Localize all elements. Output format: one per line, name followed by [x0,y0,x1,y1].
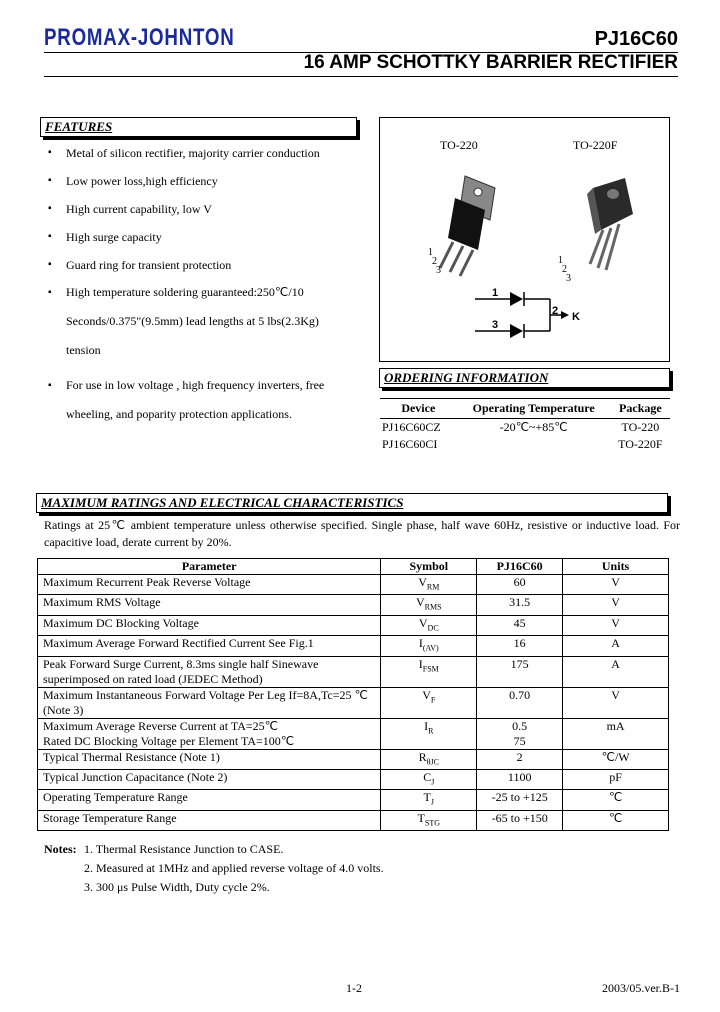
table-row [38,718,669,749]
parameter-cell: Maximum Average Forward Rectified Current See Fig.1 [38,636,381,656]
feature-item: ▪ High temperature soldering guaranteed:250℃/10 Seconds/0.375"(9.5mm) lead lengths at 5 lbs(2.3Kg) tension [44,278,344,365]
value-cell: 31.5 [477,595,563,615]
symbol-cell: $I_{(AV)}$ [381,636,477,656]
part-number: PJ16C60 [594,28,678,50]
symbol-cell: $T_J$ [381,790,477,810]
ordering-table [380,398,670,453]
schematic-pin-k: K [572,311,580,323]
ratings-note: Ratings at 25℃ ambient temperature unless otherwise specified. Single phase, half wave 60Hz, resistive or inductive load. For capacitive load, derate current by 20%. [44,518,680,549]
note-item: 1. Thermal Resistance Junction to CASE. [84,842,284,856]
parameter-cell: Storage Temperature Range [38,810,381,830]
table-row [38,615,669,635]
table-row: PJ16C60CZ -20℃~+85℃ TO-220 [382,420,660,434]
table-row [38,769,669,789]
feature-item: ▪ For use in low voltage , high frequency inverters, free wheeling, and poparity protection applications. [44,371,344,429]
ratings-table [37,558,669,831]
notes-label: Notes: [44,842,77,856]
value-cell: 0.5 75 [477,718,563,749]
ordering-header-temp: Operating Temperature [457,399,611,419]
symbol-cell: $V_{RM}$ [381,575,477,595]
table-row [38,575,669,595]
units-cell: V [563,687,669,718]
ratings-heading: MAXIMUM RATINGS AND ELECTRICAL CHARACTERISTICS [36,493,668,513]
units-cell: V [563,595,669,615]
value-cell: 0.70 [477,687,563,718]
value-cell: 45 [477,615,563,635]
parameter-cell: Maximum Recurrent Peak Reverse Voltage [38,575,381,595]
ratings-header-value: PJ16C60 [477,559,563,575]
to220f-pin-labels: 1 2 3 [558,255,571,284]
units-cell: V [563,575,669,595]
table-row [38,687,669,718]
table-row [38,790,669,810]
feature-item: ▪ High surge capacity [44,230,344,244]
symbol-cell: $R_{\theta JC}$ [381,749,477,769]
units-cell: mA [563,718,669,749]
parameter-cell: Typical Junction Capacitance (Note 2) [38,769,381,789]
to220-label: TO-220 [440,138,478,152]
value-cell: 1100 [477,769,563,789]
table-row [38,656,669,687]
notes-section [44,840,384,897]
value-cell: 2 [477,749,563,769]
symbol-cell: $T_{STG}$ [381,810,477,830]
parameter-cell: Maximum DC Blocking Voltage [38,615,381,635]
units-cell: pF [563,769,669,789]
table-row [38,636,669,656]
feature-item: ▪ Low power loss,high efficiency [44,174,344,188]
value-cell: 175 [477,656,563,687]
parameter-cell: Maximum Average Reverse Current at TA=25℃ Rated DC Blocking Voltage per Element TA=100℃ [38,718,381,749]
feature-item: ▪ Guard ring for transient protection [44,258,344,272]
value-cell: 60 [477,575,563,595]
parameter-cell: Typical Thermal Resistance (Note 1) [38,749,381,769]
ratings-header-parameter: Parameter [38,559,381,575]
schematic-pin-3: 3 [492,319,499,331]
schematic-pin-1: 1 [492,287,499,299]
symbol-cell: $I_{FSM}$ [381,656,477,687]
feature-item: ▪ Metal of silicon rectifier, majority carrier conduction [44,146,344,160]
value-cell: -65 to +150 [477,810,563,830]
note-item: 3. 300 μs Pulse Width, Duty cycle 2%. [84,880,270,894]
note-item: 2. Measured at 1MHz and applied reverse voltage of 4.0 volts. [84,861,384,875]
parameter-cell: Maximum RMS Voltage [38,595,381,615]
page-number: 1-2 [346,981,362,995]
ratings-header-units: Units [563,559,669,575]
parameter-cell: Operating Temperature Range [38,790,381,810]
symbol-cell: $V_{RMS}$ [381,595,477,615]
units-cell: ℃ [563,810,669,830]
table-row: PJ16C60CI TO-220F [382,437,663,451]
units-cell: ℃ [563,790,669,810]
header-divider-bottom [44,76,678,77]
document-title: 16 AMP SCHOTTKY BARRIER RECTIFIER [303,52,678,73]
value-cell: -25 to +125 [477,790,563,810]
package-illustration-box [379,117,670,362]
features-list [44,146,344,443]
ordering-header-device: Device [380,399,457,419]
schematic-pin-2: 2 [552,305,559,317]
to220f-label: TO-220F [573,138,618,152]
symbol-cell: $V_{DC}$ [381,615,477,635]
units-cell: V [563,615,669,635]
company-logo: PROMAX-JOHNTON [44,24,235,51]
features-heading: FEATURES [40,117,357,137]
units-cell: A [563,656,669,687]
ordering-header-package: Package [611,399,670,419]
schematic-diagram [465,286,605,346]
to220-pin-labels: 1 2 3 [428,247,441,276]
symbol-cell: $I_R$ [381,718,477,749]
table-row [38,749,669,769]
symbol-cell: $C_J$ [381,769,477,789]
document-version: 2003/05.ver.B-1 [602,981,680,995]
units-cell: ℃/W [563,749,669,769]
table-row [38,595,669,615]
feature-item: ▪ High current capability, low V [44,202,344,216]
value-cell: 16 [477,636,563,656]
ratings-header-symbol: Symbol [381,559,477,575]
parameter-cell: Peak Forward Surge Current, 8.3ms single half Sinewave superimposed on rated load (JEDEC Method) [38,656,381,687]
symbol-cell: $V_F$ [381,687,477,718]
units-cell: A [563,636,669,656]
parameter-cell: Maximum Instantaneous Forward Voltage Per Leg If=8A,Tc=25 ℃ (Note 3) [38,687,381,718]
ordering-heading: ORDERING INFORMATION [379,368,670,388]
table-row [38,810,669,830]
